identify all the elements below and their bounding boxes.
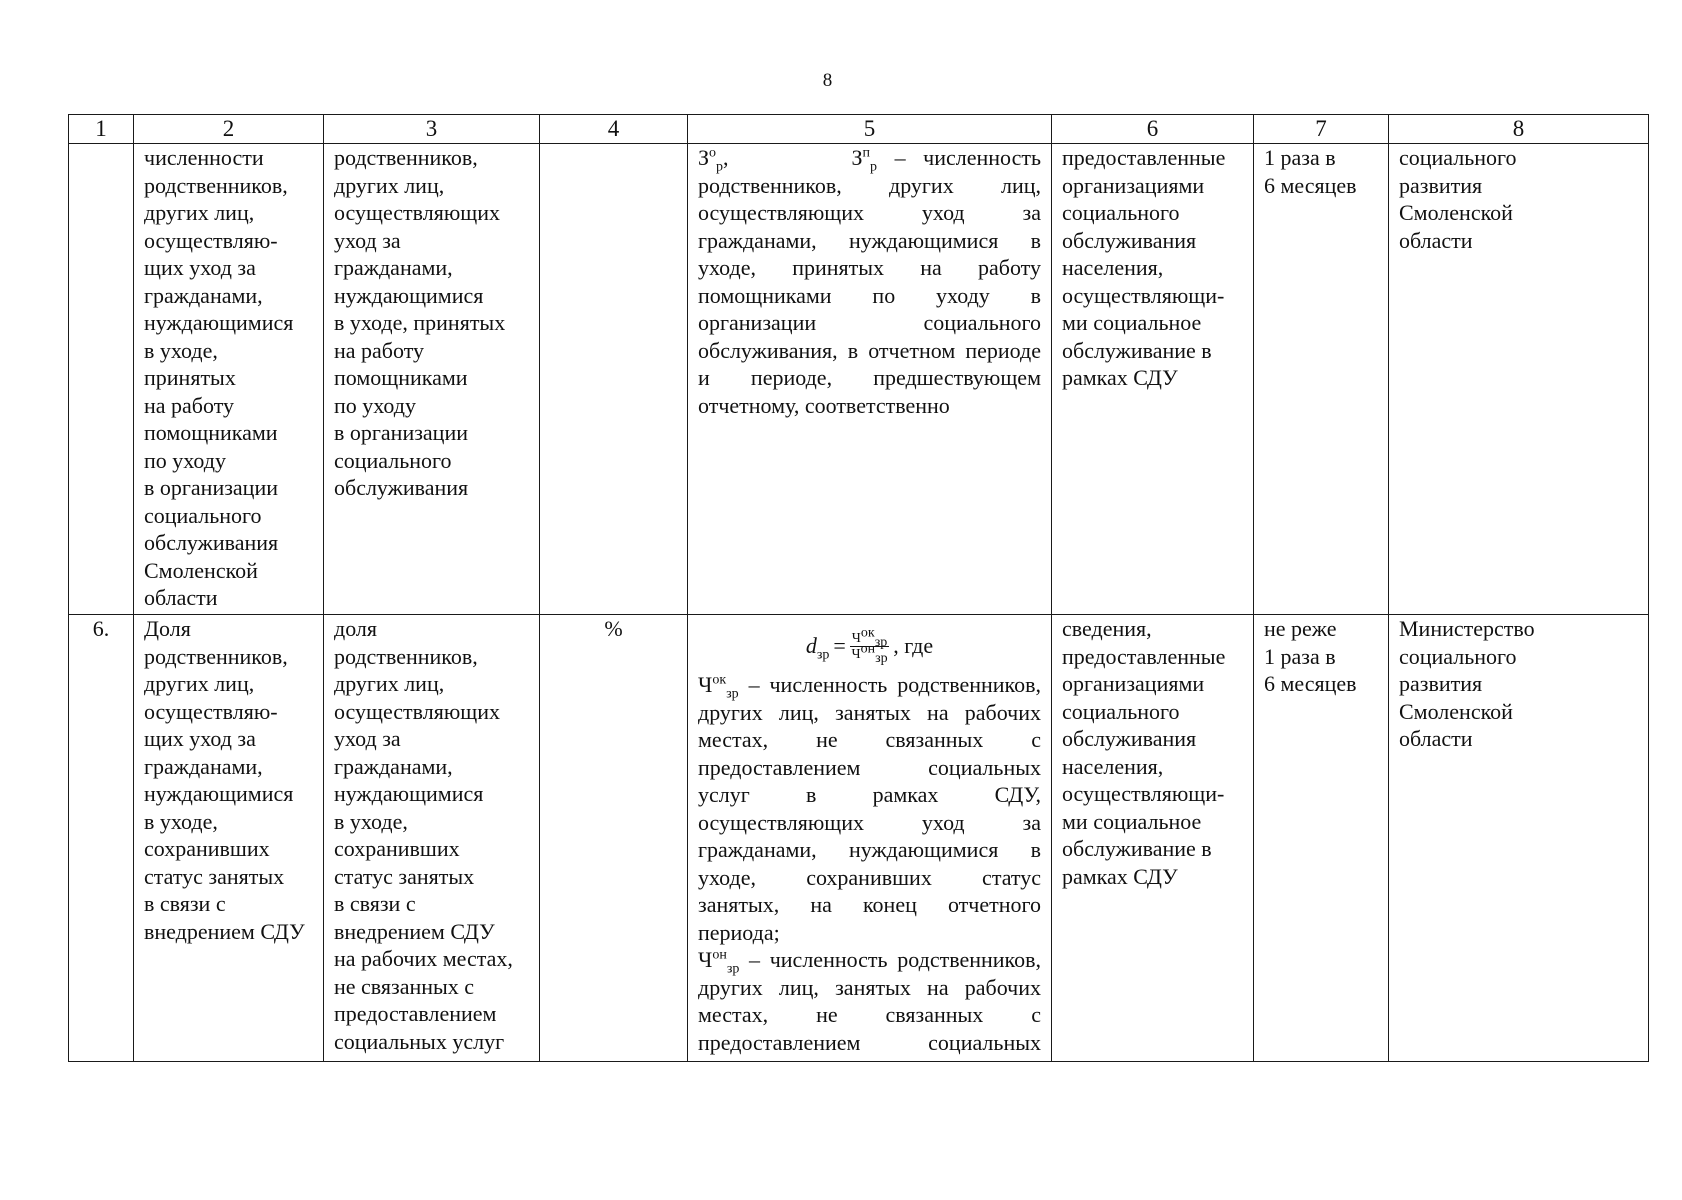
text-line: осуществляющи- — [1062, 282, 1225, 308]
text-line: социального — [1399, 145, 1517, 170]
text-line: нуждающимися — [334, 781, 484, 806]
row-number-cell — [69, 144, 134, 615]
indicator-description-cell — [324, 144, 540, 615]
text-line: уход за — [334, 726, 401, 751]
frequency-cell — [1254, 144, 1389, 615]
text-line: родственников, — [334, 643, 478, 669]
text-line: других лиц, — [144, 671, 255, 696]
unit-cell — [540, 144, 688, 615]
text-line: гражданами, — [144, 753, 263, 779]
text-line: осуществляющих уход за — [698, 200, 1041, 225]
text-line: на работу — [334, 337, 425, 363]
indicator-name-cell — [134, 615, 324, 1062]
text-line: ми социальное — [1062, 310, 1202, 335]
text-line: развития — [1399, 671, 1483, 696]
text-line: помощниками — [334, 365, 468, 390]
text-line: Смоленской — [1399, 698, 1513, 724]
text-line: численности — [144, 145, 264, 170]
table-row — [69, 615, 1649, 1062]
text-line: рамках СДУ — [1062, 365, 1178, 390]
text-line: других лиц, — [334, 671, 445, 696]
text-line: в связи с — [334, 891, 416, 916]
text-line: предоставленные — [1062, 145, 1226, 170]
text-line: доля — [334, 616, 378, 641]
text-line: в организации — [334, 420, 468, 445]
text-line: рамках СДУ — [1062, 863, 1178, 889]
text-line: внедрением СДУ — [144, 918, 305, 944]
text-line: 6 месяцев — [1264, 671, 1357, 696]
text-line: на работу — [144, 392, 235, 418]
column-number: 4 — [540, 115, 688, 144]
text-line: 6 месяцев — [1264, 172, 1357, 198]
table-row — [69, 144, 1649, 615]
text-line: гражданами, — [334, 753, 453, 779]
page-number: 8 — [822, 70, 833, 91]
symbol-definition-line: $З^о_р$, $З^п_р$ – численность — [698, 145, 1042, 175]
text-line: социального — [1062, 200, 1180, 225]
text-line: населения, — [1062, 753, 1164, 779]
text-line: местах, не связанных с — [698, 727, 1041, 752]
text-line: гражданами, — [334, 255, 453, 280]
symbol-z-p: $З^п_р$ — [851, 145, 878, 175]
column-number: 1 — [69, 115, 134, 144]
text-line: щих уход за — [144, 255, 256, 280]
text-line: статус занятых — [334, 863, 475, 889]
indicator-description-cell — [324, 615, 540, 1062]
text-line: в организации — [144, 475, 278, 500]
text-line: социального — [1399, 643, 1517, 669]
column-number: 7 — [1254, 115, 1389, 144]
text-line: предоставленные — [1062, 643, 1226, 669]
text-line: обслуживания — [1062, 726, 1197, 751]
text-line: осуществляющих — [334, 698, 500, 724]
text-line: уходе, принятых на работу — [698, 255, 1041, 280]
text-line: родственников, других лиц, — [698, 172, 1041, 198]
text-line: уход за — [334, 227, 401, 253]
indicators-table — [68, 114, 1649, 1062]
text-line: Смоленской — [1399, 200, 1513, 225]
text-line: других лиц, — [144, 200, 255, 225]
text-line: в уходе, — [144, 337, 218, 363]
text-line: обслуживания — [144, 530, 279, 555]
text-line: области — [1399, 726, 1473, 751]
column-number: 2 — [134, 115, 324, 144]
text-line: других лиц, занятых на рабочих — [698, 699, 1041, 725]
text-line: периода; — [698, 919, 780, 945]
text-line: в уходе, — [144, 808, 218, 834]
text-line: предоставлением социальных — [698, 754, 1041, 780]
text-line: других лиц, — [334, 172, 445, 198]
definition-text — [698, 172, 1041, 420]
text-line: Доля — [144, 616, 191, 641]
column-number: 6 — [1052, 115, 1254, 144]
text-line: области — [144, 585, 218, 610]
text-line: и периоде, предшествующем — [698, 365, 1041, 390]
text-line: обслуживания — [1062, 227, 1197, 253]
text-line: осуществляющи- — [1062, 781, 1225, 806]
text-line: сохранивших — [144, 836, 270, 861]
text-line: социального — [334, 447, 452, 473]
text-line: в уходе, — [334, 808, 408, 834]
formula-fraction: $\frac{Ч^{ок}_{зр}}{Ч^{он}_{зр}}$ — [851, 624, 888, 666]
data-source-cell — [1052, 144, 1254, 615]
text-line: Смоленской — [144, 557, 258, 583]
text-line: социального — [1062, 698, 1180, 724]
text-line: родственников, — [144, 643, 288, 669]
text-line: организации социального — [698, 310, 1041, 335]
definition-text — [698, 974, 1041, 1057]
definition-text — [698, 699, 1041, 947]
text-line: родственников, — [334, 145, 478, 170]
text-line: занятых, на конец отчетного — [698, 892, 1041, 917]
text-line: помощниками по уходу в — [698, 282, 1041, 308]
text-line: в связи с — [144, 891, 226, 916]
frequency-cell — [1254, 615, 1389, 1062]
symbol-z-o: $З^о_р$ — [698, 145, 724, 175]
text-line: помощниками — [144, 420, 278, 445]
text-line: отчетному, соответственно — [698, 392, 950, 418]
calculation-method-cell — [688, 615, 1052, 1062]
text-line: на рабочих местах, — [334, 946, 513, 971]
text-line: щих уход за — [144, 726, 256, 751]
column-number: 8 — [1389, 115, 1649, 144]
column-number: 3 — [324, 115, 540, 144]
text-line: организациями — [1062, 671, 1205, 696]
text-line: осуществляю- — [144, 227, 278, 253]
text-line: по уходу — [144, 447, 226, 473]
text-line: статус занятых — [144, 863, 285, 889]
unit-cell: % — [540, 615, 688, 1062]
text-line: обслуживание в — [1062, 836, 1212, 861]
text-line: по уходу — [334, 392, 416, 418]
text-line: осуществляющих — [334, 200, 500, 225]
text-line: нуждающимися — [144, 781, 294, 806]
text-line: социальных услуг — [334, 1028, 505, 1054]
text-line: других лиц, занятых на рабочих — [698, 974, 1041, 1000]
text-line: организациями — [1062, 172, 1205, 198]
text-line: родственников, — [144, 172, 288, 198]
symbol-definition-line: $Ч^{он}_{зр}$ – численность родственников, — [698, 947, 1041, 977]
data-source-cell — [1052, 615, 1254, 1062]
text-line: гражданами, нуждающимися в — [698, 227, 1041, 253]
text-line: сохранивших — [334, 836, 460, 861]
text-line: осуществляю- — [144, 698, 278, 724]
column-number: 5 — [688, 115, 1052, 144]
text-line: ми социальное — [1062, 808, 1202, 834]
symbol-definition-line: $Ч^{ок}_{зр}$ – численность родственников, — [698, 672, 1041, 702]
indicator-name-cell — [134, 144, 324, 615]
text-line: области — [1399, 227, 1473, 253]
text-line: социального — [144, 502, 262, 528]
text-line: обслуживания, в отчетном периоде — [698, 337, 1041, 363]
text-line: 1 раза в — [1264, 145, 1336, 170]
text-line: в уходе, принятых — [334, 310, 506, 335]
text-line: обслуживания — [334, 475, 469, 500]
text-line: населения, — [1062, 255, 1164, 280]
column-numbers-row — [69, 115, 1649, 144]
row-number-cell: 6. — [69, 615, 134, 1062]
formula: $d_{зр}$ = $\frac{Ч^{ок}_{зр}}{Ч^{он}_{зр}}$ , где — [805, 624, 934, 666]
text-line: осуществляющих уход за — [698, 809, 1041, 835]
text-line: нуждающимися — [334, 282, 484, 308]
text-line: внедрением СДУ — [334, 918, 495, 944]
calculation-method-cell — [688, 144, 1052, 615]
text-line: Министерство — [1399, 616, 1535, 641]
text-line: гражданами, нуждающимися в — [698, 837, 1041, 862]
responsible-cell — [1389, 144, 1649, 615]
text-line: обслуживание в — [1062, 337, 1212, 363]
responsible-cell — [1389, 615, 1649, 1062]
text-line: местах, не связанных с — [698, 1002, 1041, 1027]
text-line: не связанных с — [334, 973, 475, 999]
text-line: развития — [1399, 172, 1483, 198]
text-line: предоставлением — [334, 1001, 497, 1026]
text-line: не реже — [1264, 616, 1337, 641]
text-line: нуждающимися — [144, 310, 294, 335]
text-line: предоставлением социальных — [698, 1029, 1041, 1055]
text-line: сведения, — [1062, 616, 1152, 641]
text-line: 1 раза в — [1264, 643, 1336, 669]
text-line: принятых — [144, 365, 236, 390]
text-line: уходе, сохранивших статус — [698, 864, 1041, 890]
text-line: гражданами, — [144, 282, 263, 308]
text-line: услуг в рамках СДУ, — [698, 782, 1041, 807]
